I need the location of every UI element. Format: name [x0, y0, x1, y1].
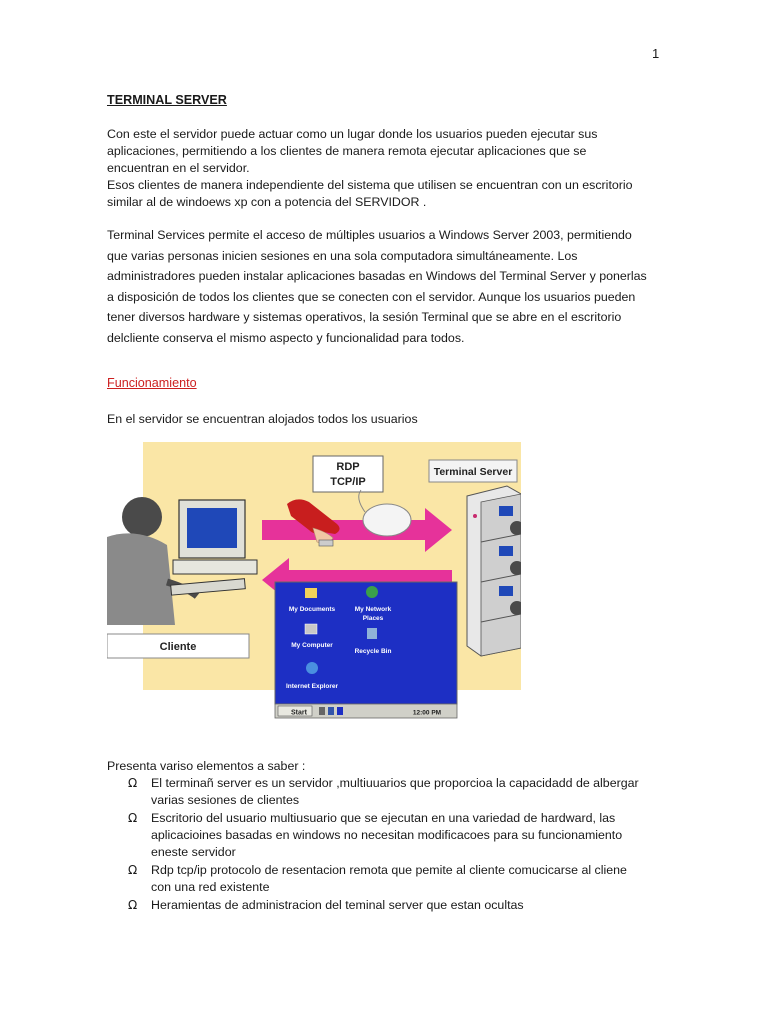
elements-list: [128, 775, 668, 915]
clock: 12:00 PM: [412, 709, 442, 717]
network-icon: [366, 586, 378, 598]
recycle-bin-icon: [367, 628, 377, 639]
intro-paragraph: [107, 126, 667, 211]
my-network-label: My Network: [354, 606, 392, 613]
remote-desktop-screen: [275, 582, 457, 718]
omega-bullet-icon: Ω: [128, 863, 138, 877]
para1-line: Con este el servidor puede actuar como un lugar donde los usuarios pueden ejecutar sus: [107, 127, 598, 141]
start-label: Start: [291, 709, 307, 717]
para2-line: administradores pueden instalar aplicaciones basadas en Windows del Terminal Server y ponerlas: [107, 269, 647, 284]
terminal-server-diagram: [107, 442, 521, 720]
omega-bullet-icon: Ω: [128, 811, 138, 825]
computer-icon: [305, 624, 317, 634]
recycle-bin-label: Recycle Bin: [354, 648, 392, 655]
server-rack-icon: [467, 486, 521, 656]
list-item: Ω El terminañ server es un servidor ,multiuuarios que proporcioa la capacidadd de albergar varias sesiones de clientes: [128, 776, 639, 807]
page-number: 1: [652, 46, 660, 61]
list-item: Ω Rdp tcp/ip protocolo de resentacion remota que pemite al cliente comucicarse al cliene con una red existente: [128, 863, 627, 894]
para2-line: tener diversos hardware y sistemas operativos, la sesión Terminal que se abre en el escritorio: [107, 310, 622, 325]
diagram-intro: En el servidor se encuentran alojados todos los usuarios: [107, 412, 418, 426]
para1-line: Esos clientes de manera independiente del sistema que utilisen se encuentran con un escritorio: [107, 178, 633, 192]
para1-line: encuentran en el servidor.: [107, 161, 250, 175]
para1-line: aplicaciones, permitiendo a los clientes de manera remota ejecutar aplicaciones que se: [107, 144, 587, 158]
page-title: TERMINAL SERVER: [107, 93, 227, 107]
rdp-label: RDP: [336, 461, 360, 473]
folder-icon: [305, 588, 317, 598]
para2-line: a disposición de todos los clientes que se conecten con el servidor. Aunque los usuarios pueden: [107, 289, 636, 304]
my-computer-label: My Computer: [291, 642, 333, 649]
list-item: Ω Escritorio del usuario multiusuario que se ejecutan en una variedad de hardward, las aplicacioines basadas en windows no necesitan modificacoes para su funcionamiento eneste servidor: [128, 811, 623, 859]
omega-bullet-icon: Ω: [128, 898, 138, 912]
section-heading: Funcionamiento: [107, 376, 197, 390]
my-documents-label: My Documents: [288, 606, 336, 613]
client-label: Cliente: [159, 641, 197, 653]
para2-line: delcliente conserva el mismo aspecto y funcionalidad para todos.: [107, 330, 465, 345]
internet-explorer-icon: [306, 662, 318, 674]
places-label: Places: [362, 615, 384, 622]
list-intro: Presenta variso elementos a saber :: [107, 759, 306, 773]
internet-explorer-label: Internet Explorer: [285, 683, 339, 690]
terminal-services-paragraph: [107, 225, 667, 349]
server-label: Terminal Server: [433, 466, 513, 478]
list-item: Ω Heramientas de administracion del teminal server que estan ocultas: [128, 898, 524, 912]
para2-line: que varias personas inicien sesiones en una sola computadora simultáneamente. Los: [107, 248, 578, 263]
para2-line: Terminal Services permite el acceso de múltiples usuarios a Windows Server 2003, permitiendo: [107, 228, 632, 242]
para1-line: similar al de windoews xp con a potencia del SERVIDOR .: [107, 195, 427, 209]
tcpip-label: TCP/IP: [330, 476, 366, 488]
omega-bullet-icon: Ω: [128, 776, 138, 790]
